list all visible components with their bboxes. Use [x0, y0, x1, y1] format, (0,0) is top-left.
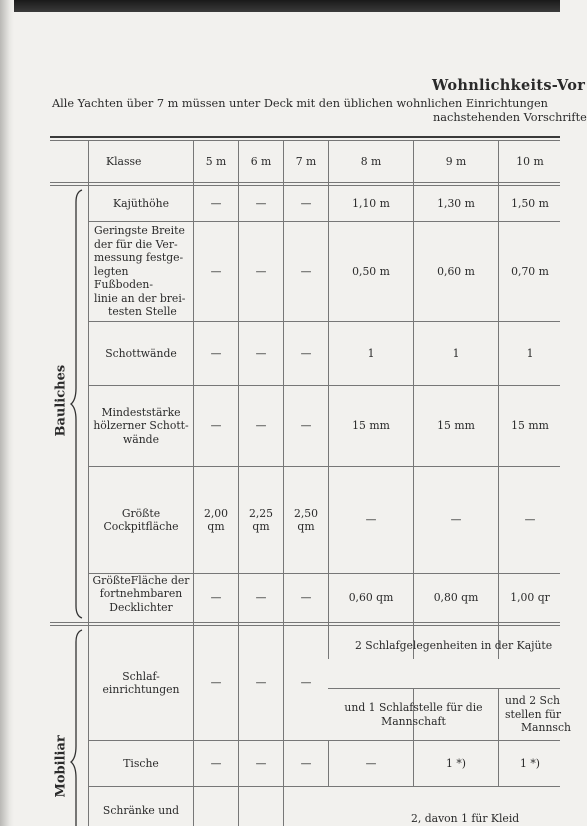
row-label: Schottwände [105, 346, 177, 360]
table-cell: 2,25 qm [248, 506, 274, 533]
table-cell: — [210, 676, 222, 690]
table-cell: — [524, 513, 536, 527]
table-cell: — [210, 196, 222, 210]
header-col-5m: 5 m [205, 154, 227, 168]
intro-text-line-2: nachstehenden Vorschrifte [433, 111, 587, 124]
table-cell: 0,70 m [511, 264, 549, 278]
table-cell: — [365, 756, 377, 770]
table-cell: 1,50 m [511, 196, 549, 210]
table-cell: 0,50 m [352, 264, 390, 278]
scan-left-shadow [0, 0, 14, 826]
span-cell-8-9m: und 1 Schlafstelle für die Mannschaft [344, 701, 483, 728]
intro-text-line-1: Alle Yachten über 7 m müssen unter Deck mit den üblichen wohnlichen Einrichtungen [52, 97, 548, 110]
table-cell: — [300, 419, 312, 433]
table-cell: — [255, 419, 267, 433]
table-cell: 0,60 qm [348, 591, 394, 605]
table-cell: 2,50 qm [293, 506, 319, 533]
table-cell: — [210, 756, 222, 770]
table-cell: 15 mm [352, 419, 390, 433]
table-cell: — [255, 196, 267, 210]
header-col-10m: 10 m [516, 154, 544, 168]
row-label-geringste-breite: Geringste Breite der für die Ver- messung festge- legten Fußboden- linie an der brei- testen Stelle [94, 224, 186, 319]
header-col-8m: 8 m [360, 154, 382, 168]
table-cell: — [365, 513, 377, 527]
row-label-mindeststaerke: Mindeststärke hölzerner Schott- wände [93, 405, 189, 446]
table-cell: 1,10 m [352, 196, 390, 210]
row-label: Tische [123, 756, 159, 770]
row-label: Schränke und [102, 804, 180, 817]
table-cell: — [300, 756, 312, 770]
table-cell: — [300, 591, 312, 605]
table-cell: — [210, 264, 222, 278]
group-label-mobiliar: Mobiliar [53, 735, 69, 798]
table-cell: 15 mm [437, 419, 475, 433]
table-cell: — [255, 264, 267, 278]
table-cell: 1 [526, 346, 534, 360]
table-cell: 2,00 qm [203, 506, 229, 533]
table-cell: — [255, 756, 267, 770]
table-cell: 1,00 qr [510, 591, 550, 605]
table-cell: 1 [452, 346, 460, 360]
header-col-9m: 9 m [445, 154, 467, 168]
table-cell: — [255, 676, 267, 690]
row-label-cockpit: Größte Cockpitfläche [103, 506, 179, 533]
table-cell: — [255, 591, 267, 605]
table-cell: 1 *) [520, 756, 540, 770]
table-cell: — [300, 676, 312, 690]
header-klasse: Klasse [106, 154, 142, 168]
scan-top-edge [0, 0, 560, 12]
table-cell: — [210, 419, 222, 433]
table-cell: — [210, 591, 222, 605]
span-cell-schraenke: 2, davon 1 für Kleid [411, 812, 520, 825]
row-label-decklichter: GrößteFläche der fortnehmbaren Decklichter [92, 574, 190, 614]
table-cell: — [300, 196, 312, 210]
table-cell: 1 *) [446, 756, 466, 770]
header-col-6m: 6 m [250, 154, 272, 168]
table-cell: 0,80 qm [433, 591, 479, 605]
mobiliar-brace [70, 628, 86, 826]
table-cell: — [300, 264, 312, 278]
span-cell-10m: und 2 Sch stellen für Mannsch [505, 694, 571, 735]
table-cell: — [300, 346, 312, 360]
table-cell: — [255, 346, 267, 360]
header-col-7m: 7 m [295, 154, 317, 168]
table-cell: 1,30 m [437, 196, 475, 210]
bauliches-brace [70, 188, 86, 620]
row-label: Kajüthöhe [113, 196, 169, 210]
table-cell: 1 [367, 346, 375, 360]
page-title: Wohnlichkeits-Vor [432, 77, 586, 94]
table-cell: 15 mm [511, 419, 549, 433]
span-cell-schlafgelegenheiten: 2 Schlafgelegenheiten in der Kajüte [355, 639, 553, 653]
table-cell: — [210, 346, 222, 360]
group-label-bauliches: Bauliches [53, 364, 69, 437]
table-cell: 0,60 m [437, 264, 475, 278]
table-cell: — [450, 513, 462, 527]
row-label-schlafeinrichtungen: Schlaf- einrichtungen [102, 669, 180, 696]
